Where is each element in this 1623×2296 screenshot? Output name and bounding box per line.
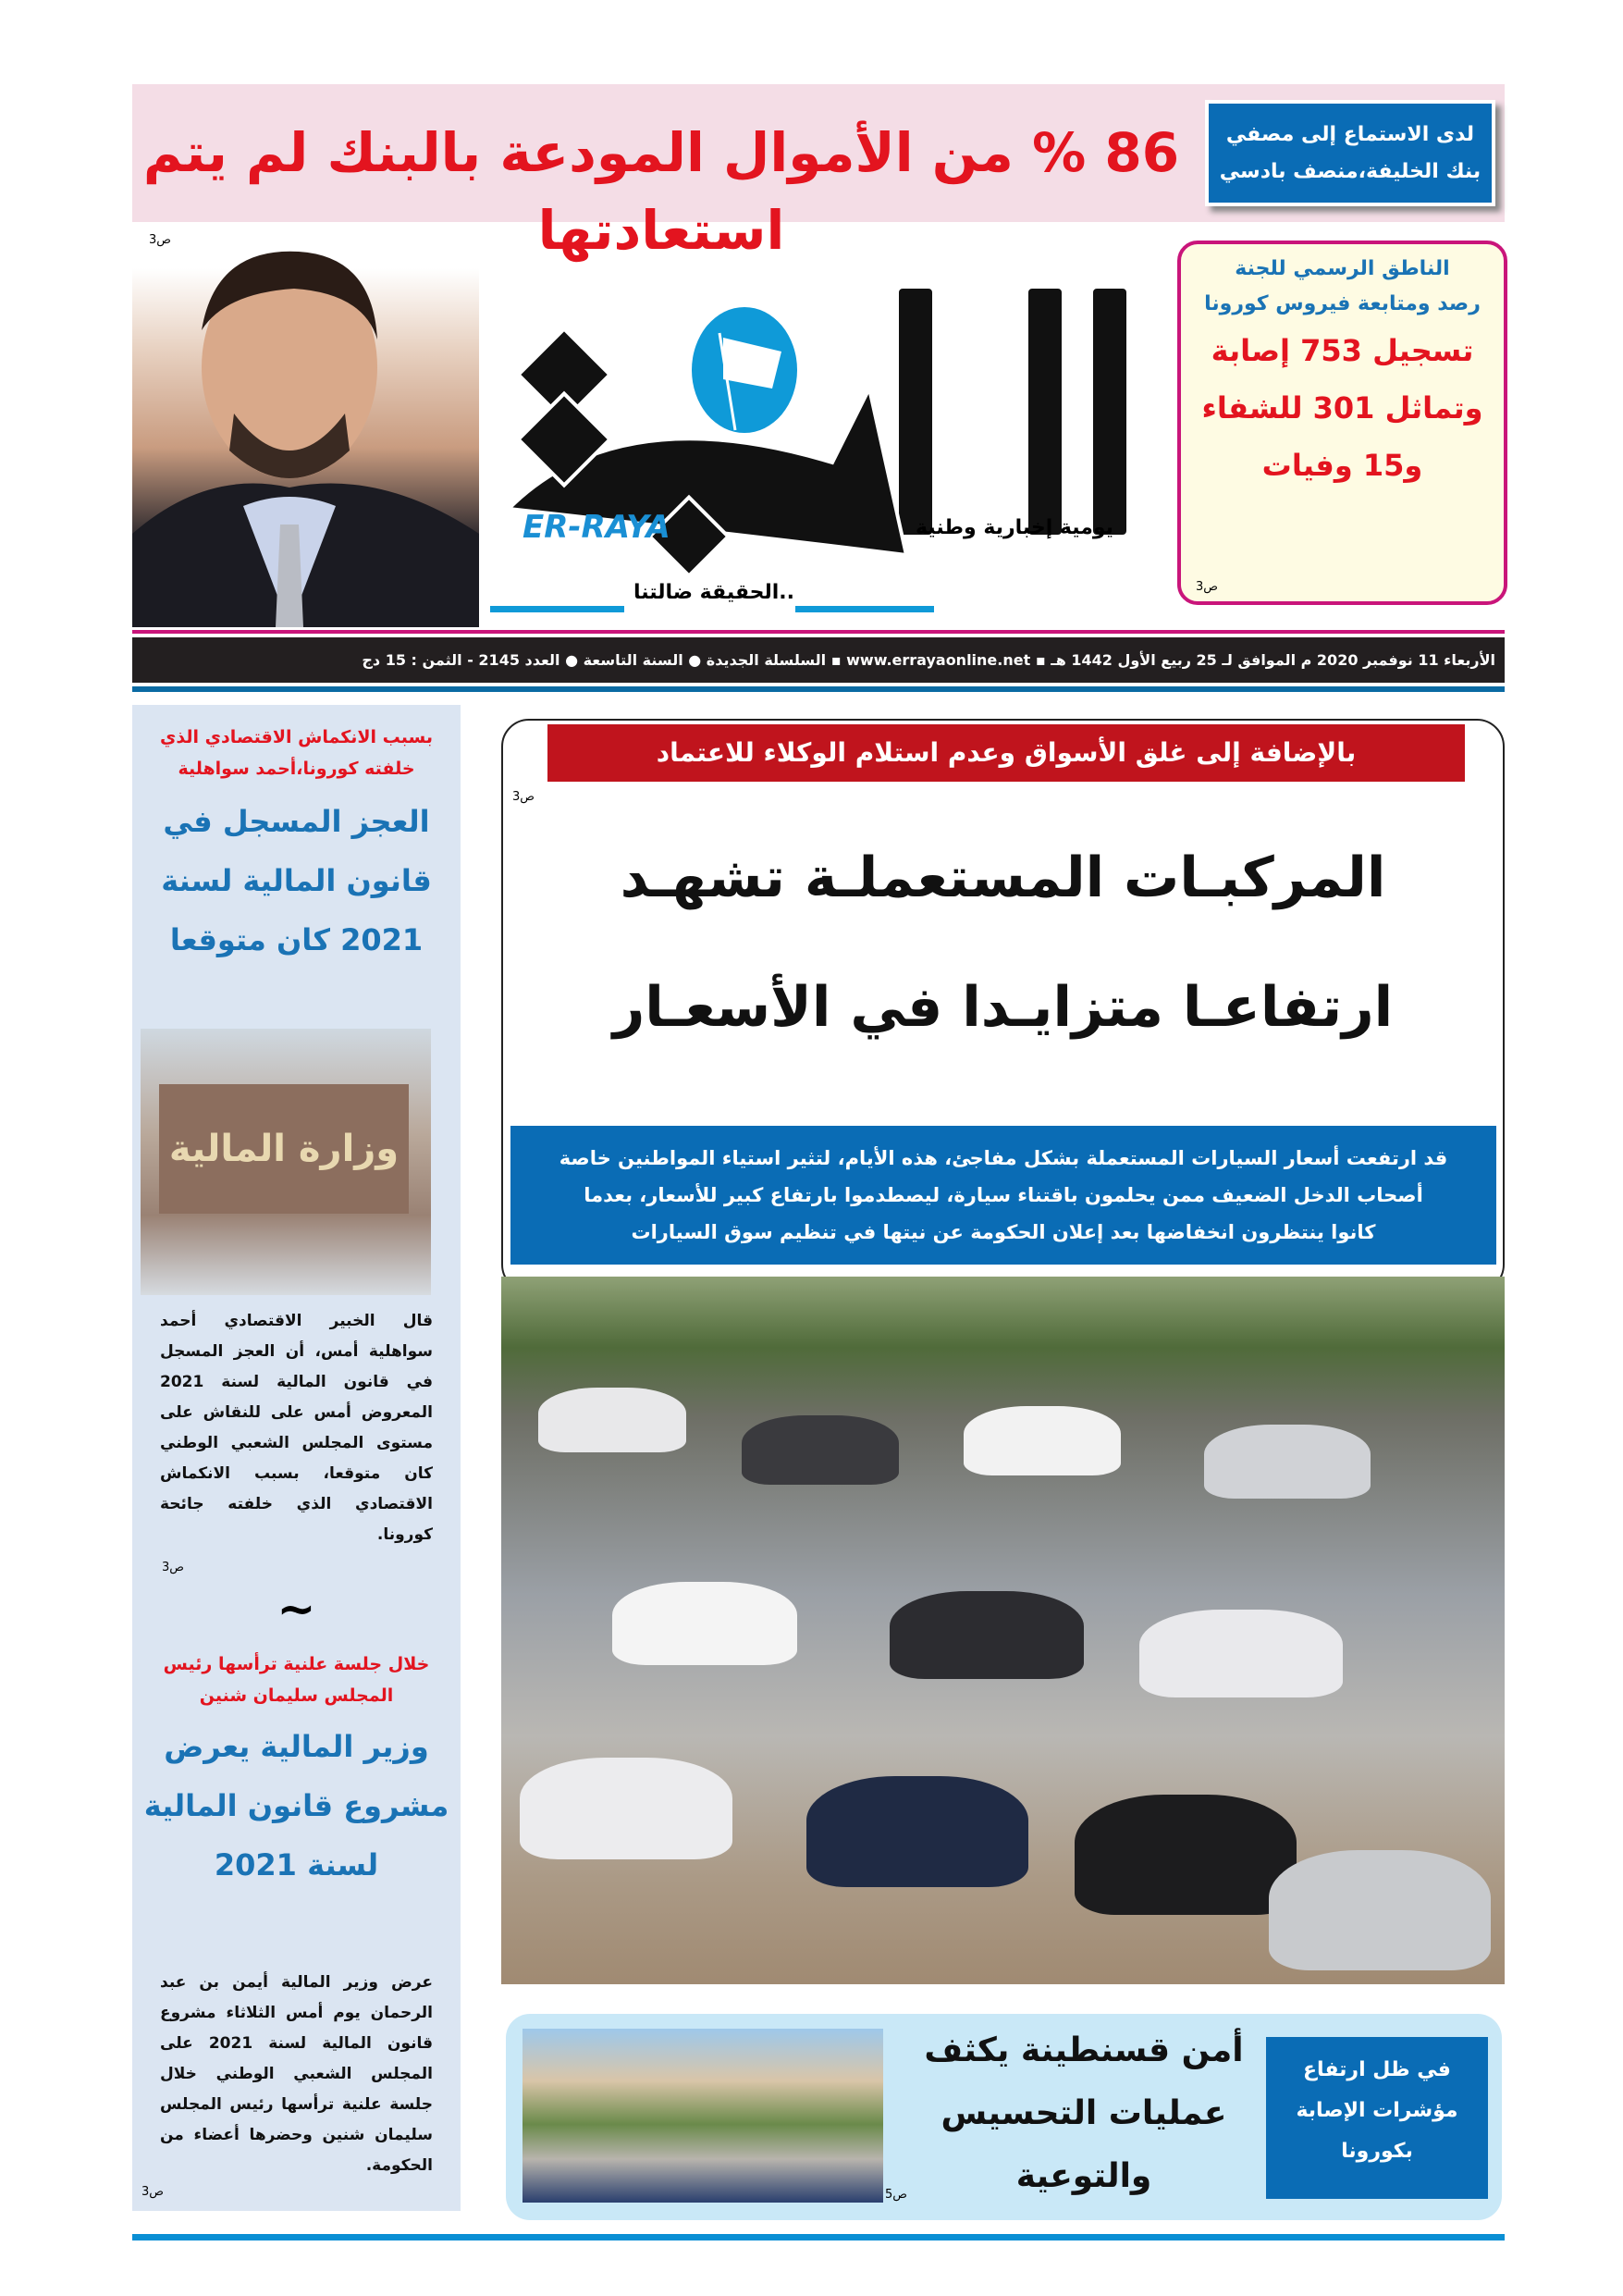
logo-latin: ER-RAYA (523, 509, 670, 546)
bottom-kicker-box (1266, 2037, 1488, 2199)
main-story[interactable] (501, 719, 1505, 1292)
story-title: وزير المالية يعرض (164, 1729, 429, 1764)
corona-stats-box[interactable] (1177, 241, 1507, 605)
story-title: مشروع قانون المالية (143, 1788, 449, 1823)
main-summary (510, 1126, 1496, 1265)
main-headline-line: ارتفاعـا متزايـدا في الأسعـار (612, 975, 1394, 1040)
story-finance-deficit[interactable] (132, 705, 461, 969)
kicker-line: مؤشرات الإصابة (1296, 2099, 1458, 2122)
story-body: قال الخبير الاقتصادي أحمد سواهلية أمس، أن العجز المسجل في قانون المالية لسنة 2021 المعروض أمس على للنقاش على مستوى المجلس الشعبي الوطني كان متوقعا، بسبب الانكماش الاقتصادي الذي خلفته جائحة كورونا. (160, 1312, 433, 1544)
kicker: خلفته كورونا،أحمد سواهلية (178, 759, 415, 779)
er-raya-logo (481, 259, 1165, 629)
summary-line: أصحاب الدخل الضعيف ممن يحلمون باقتناء سيارة، ليصطدموا بارتفاع كبير للأسعار، بعدما (584, 1184, 1423, 1206)
top-headline[interactable]: 86 % من الأموال المودعة بالبنك لم يتم استعادتها (142, 121, 1180, 262)
headline-line: عمليات التحسيس (941, 2094, 1227, 2132)
portrait-photo (132, 228, 479, 627)
bank-story-box[interactable] (1205, 100, 1495, 206)
corona-intro: رصد ومتابعة فيروس كورونا (1204, 292, 1481, 315)
footer-divider (132, 2234, 1505, 2240)
corona-stat: و15 وفيات (1261, 448, 1423, 483)
left-column (132, 705, 461, 2211)
man-portrait-image (132, 228, 479, 627)
headline-line: والتوعية (1015, 2157, 1152, 2195)
story-body: عرض وزير المالية أيمن بن عبد الرحمان يوم أمس الثلاثاء مشروع قانون المالية لسنة 2021 على المجلس الشعبي الوطني خلال جلسة علنية ترأسها رئيس المجلس سليمان شنين وحضرها أعضاء من الحكومة. (160, 1973, 433, 2175)
main-headline-line: المركبـات المستعملـة تشهـد (620, 846, 1386, 910)
kicker: بسبب الانكماش الاقتصادي الذي (159, 727, 434, 747)
police-awareness-photo (523, 2029, 883, 2203)
separator-swash: ~ (277, 1582, 316, 1636)
bank-box-line: بنك الخليفة،منصف بادسي (1219, 160, 1482, 183)
bottom-story[interactable] (506, 2014, 1502, 2220)
divider (132, 630, 1505, 634)
tagline-type: يومية إخبارية وطنية (916, 516, 1113, 539)
page-reference: ص3 (149, 233, 171, 247)
corona-intro: الناطق الرسمي للجنة (1235, 257, 1450, 280)
page-reference: ص3 (512, 790, 535, 804)
story-title: لسنة 2021 (214, 1847, 379, 1882)
kicker: خلال جلسة علنية ترأسها رئيس (163, 1654, 430, 1674)
kicker-line: في ظل ارتفاع (1303, 2058, 1451, 2081)
bottom-headline (904, 2019, 1264, 2208)
story-title: 2021 كان متوقعا (169, 922, 424, 957)
ministry-sign: وزارة المالية (159, 1084, 409, 1214)
page-reference: ص3 (162, 1561, 184, 1574)
corona-stat: تسجيل 753 إصابة (1211, 333, 1474, 368)
corona-stat: وتماثل 301 للشفاء (1201, 390, 1483, 426)
divider (132, 686, 1505, 692)
kicker-line: بكورونا (1341, 2140, 1413, 2163)
used-car-market-photo (501, 1277, 1505, 1984)
kicker: المجلس سليمان شنين (199, 1685, 394, 1706)
masthead-logo[interactable] (481, 259, 1165, 629)
summary-line: كانوا ينتظرون انخفاضها بعد إعلان الحكومة عن نيتها في تنظيم سوق السيارات (631, 1221, 1376, 1243)
main-subhead: بالإضافة إلى غلق الأسواق وعدم استلام الوكلاء للاعتماد (547, 724, 1465, 782)
bank-box-line: لدى الاستماع إلى مصفي (1225, 123, 1475, 146)
date-bar: الأربعاء 11 نوفمبر 2020 م الموافق لـ 25 ربيع الأول 1442 هـ ▪ www.errayaonline.net ▪ السلسلة الجديدة ● السنة التاسعة ● العدد 2145 - الثمن : 15 دج (132, 637, 1505, 683)
summary-line: قد ارتفعت أسعار السيارات المستعملة بشكل مفاجئ، هذه الأيام، لتثير استياء المواطنين خاصة (559, 1147, 1448, 1169)
slogan: ..الحقيقة ضالتنا (633, 581, 795, 604)
story-finance-minister[interactable] (132, 1648, 461, 1895)
page-reference: ص3 (1196, 580, 1218, 594)
page-reference: ص5 (885, 2188, 907, 2202)
ministry-of-finance-photo (141, 1029, 431, 1295)
story-title: قانون المالية لسنة (161, 863, 432, 898)
story-title: العجز المسجل في (163, 804, 430, 839)
headline-line: أمن قسنطينة يكثف (924, 2031, 1244, 2069)
page-reference: ص3 (141, 2185, 164, 2199)
